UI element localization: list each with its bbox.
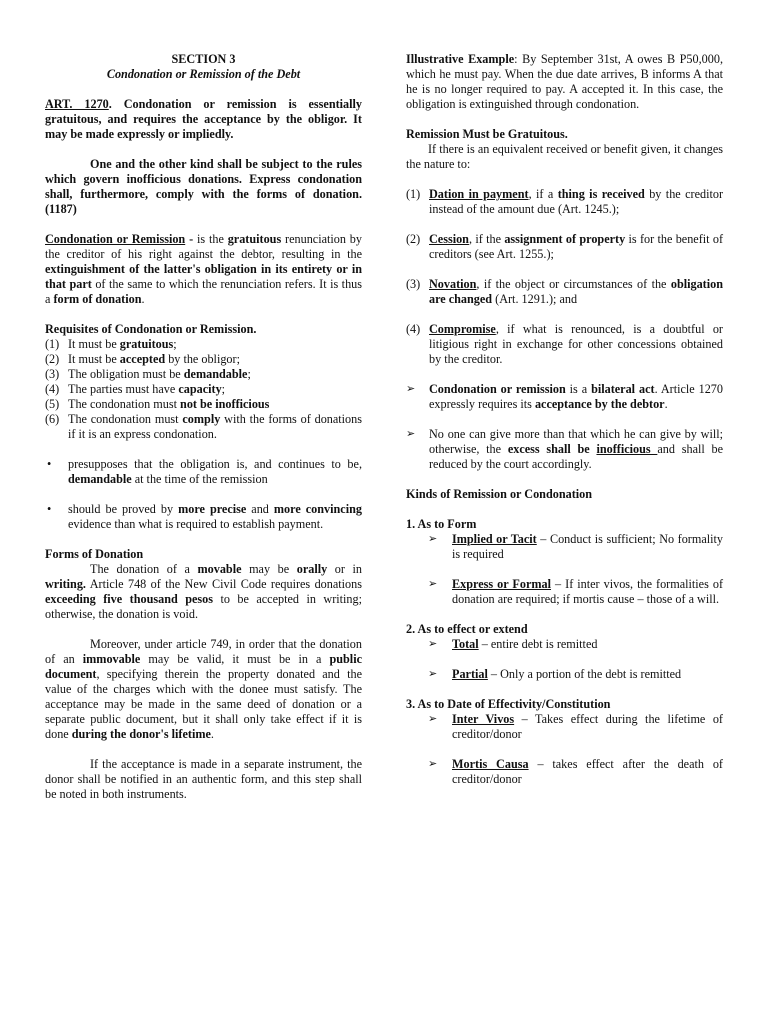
kind-item: ➢ Inter Vivos – Takes effect during the lifetime of creditor/donor (428, 712, 723, 741)
arrow-bullet-icon: ➢ (428, 533, 438, 545)
kind-form-title: 1. As to Form (406, 517, 477, 531)
change-item-dation: (1) Dation in payment, if a thing is received by the creditor instead of the amount due (Art. 1245.); (406, 187, 723, 216)
arrow-bullet-icon: ➢ (428, 713, 438, 725)
gratuitous-title: Remission Must be Gratuitous. (406, 127, 568, 141)
section-subtitle: Condonation or Remission of the Debt (106, 67, 301, 81)
requisite-item: (6) The condonation must comply with the forms of donations if it is an express condonation. (45, 412, 362, 441)
bullet-proof: • should be proved by more precise and more convincing evidence than what is required to establish payment. (47, 502, 362, 531)
kind-item: ➢ Total – entire debt is remitted (428, 637, 598, 651)
requisite-item: (5) The condonation must not be inofficious (45, 397, 270, 411)
kind-item: ➢ Express or Formal – If inter vivos, the formalities of donation are required; if mortis cause – those of a will. (428, 577, 723, 606)
kind-item: ➢ Implied or Tacit – Conduct is sufficient; No formality is required (428, 532, 723, 561)
arrow-inofficious: ➢ No one can give more than that which he can give by will; otherwise, the excess shall be inofficious and shall be reduced by the court accordingly. (406, 427, 724, 471)
left-column (45, 52, 362, 802)
arrow-bullet-icon: ➢ (406, 428, 416, 440)
forms-para3: If the acceptance is made in a separate instrument, the donor shall be notified in an authentic form, and this step shall be noted in both instruments. (45, 757, 362, 801)
forms-para1: The donation of a movable may be orally or in writing. Article 748 of the New Civil Code requires donations exceeding five thousand pesos to be accepted in writing; otherwise, the donation is void. (45, 562, 362, 621)
section-title: SECTION 3 (171, 52, 236, 66)
bullet-dot-icon: • (47, 457, 52, 471)
requisite-item: (1) It must be gratuitous; (45, 337, 177, 351)
change-item-novation: (3) Novation, if the object or circumstances of the obligation are changed (Art. 1291.); and (406, 277, 723, 306)
arrow-bullet-icon: ➢ (428, 758, 438, 770)
arrow-bullet-icon: ➢ (406, 383, 416, 395)
forms-para2: Moreover, under article 749, in order that the donation of an immovable may be valid, it must be in a public document, specifying therein the property donated and the value of the charges which with the donee must satisfy. The acceptance may be made in the same deed of donation or a separate public document, but it shall only take effect if it is done during the donor's lifetime. (45, 637, 362, 741)
requisite-item: (2) It must be accepted by the obligor; (45, 352, 240, 366)
article-1270: ART. 1270. Condonation or remission is essentially gratuitous, and requires the acceptance by the obligor. It may be made expressly or impliedly. (45, 97, 362, 141)
requisite-item: (4) The parties must have capacity; (45, 382, 226, 396)
right-column (406, 52, 723, 787)
illustrative-example: Illustrative Example: By September 31st, A owes B P50,000, which he must pay. When the due date arrives, B informs A that he is no longer required to pay. A accepted it. In this case, the obligation is extinguished through condonation. (406, 52, 723, 111)
change-item-cession: (2) Cession, if the assignment of property is for the benefit of creditors (see Art. 1255.); (406, 232, 723, 261)
kind-effect-title: 2. As to effect or extend (406, 622, 528, 636)
change-item-compromise: (4) Compromise, if what is renounced, is a doubtful or litigious right in exchange for other concessions obtained by the creditor. (406, 322, 723, 366)
condonation-definition: Condonation or Remission - is the gratuitous renunciation by the creditor of his right against the debtor, resulting in the extinguishment of the latter's obligation in its entirety or in that part of the same to which the renunciation refers. It is thus a form of donation. (45, 232, 362, 306)
requisites-list (45, 337, 362, 442)
kind-item: ➢ Partial – Only a portion of the debt is remitted (428, 667, 682, 681)
article-1270-para2: One and the other kind shall be subject to the rules which govern inofficious donations. Express condonation shall, furthermore, comply with the forms of donation. (1187) (45, 157, 362, 216)
gratuitous-text: If there is an equivalent received or benefit given, it changes the nature to: (406, 142, 723, 171)
kinds-title: Kinds of Remission or Condonation (406, 487, 593, 501)
arrow-bullet-icon: ➢ (428, 638, 438, 650)
bullet-demandable: • presupposes that the obligation is, and continues to be, demandable at the time of the remission (47, 457, 362, 486)
bullet-dot-icon: • (47, 502, 52, 516)
forms-title: Forms of Donation (45, 547, 144, 561)
arrow-bullet-icon: ➢ (428, 578, 438, 590)
requisites-title: Requisites of Condonation or Remission. (45, 322, 257, 336)
kind-date-title: 3. As to Date of Effectivity/Constitution (406, 697, 611, 711)
requisite-item: (3) The obligation must be demandable; (45, 367, 251, 381)
arrow-bullet-icon: ➢ (428, 668, 438, 680)
arrow-bilateral: ➢ Condonation or remission is a bilateral act. Article 1270 expressly requires its acceptance by the debtor. (406, 382, 723, 411)
kind-item: ➢ Mortis Causa – takes effect after the death of creditor/donor (428, 757, 723, 786)
